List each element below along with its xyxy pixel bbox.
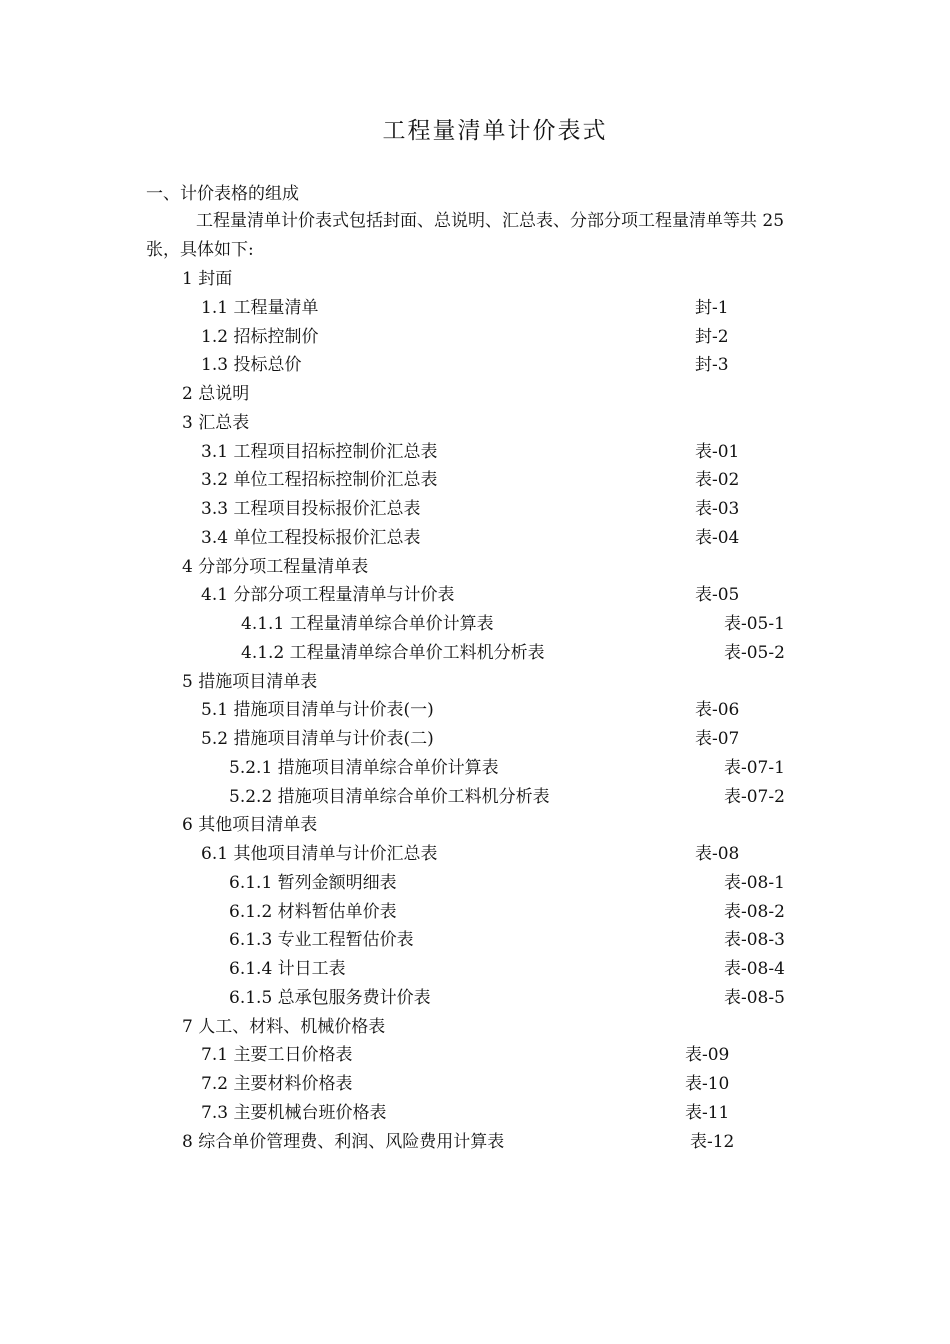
list-item-code: 表-08 [695,844,740,864]
list-item-label: 3.2 单位工程招标控制价汇总表 [201,470,438,490]
list-item-label: 6.1.2 材料暂估单价表 [229,902,397,922]
list-item-code: 表-02 [695,470,740,490]
list-item-label: 5 措施项目清单表 [182,672,318,692]
list-item-label: 8 综合单价管理费、利润、风险费用计算表 [182,1132,505,1152]
list-item-code: 表-07-2 [724,787,785,807]
list-item-code: 表-07-1 [724,758,785,778]
list-item-code: 表-12 [690,1132,735,1152]
list-item-code: 表-05 [695,585,740,605]
list-item-label: 5.2 措施项目清单与计价表(二) [201,729,434,749]
list-item-code: 表-01 [695,442,740,462]
list-item-label: 7 人工、材料、机械价格表 [182,1017,386,1037]
list-item-code: 表-09 [685,1045,730,1065]
list-item-code: 表-08-2 [724,902,785,922]
list-item-label: 5.1 措施项目清单与计价表(一) [201,700,434,720]
list-item-label: 1.3 投标总价 [201,355,302,375]
list-item-label: 1.1 工程量清单 [201,298,319,318]
list-item-code: 表-05-2 [724,643,785,663]
list-item-code: 封-2 [695,327,729,347]
list-item-code: 表-11 [685,1103,730,1123]
list-item-code: 表-08-3 [724,930,785,950]
list-item-code: 封-1 [695,298,729,318]
intro-paragraph [146,207,856,265]
page-title: 工程量清单计价表式 [382,118,608,144]
intro-line-1: 工程量清单计价表式包括封面、总说明、汇总表、分部分项工程量清单等共 25 [196,211,785,231]
list-item-label: 2 总说明 [182,384,250,404]
list-item-code: 表-08-5 [724,988,785,1008]
list-item-code: 表-05-1 [724,614,785,634]
list-item-label: 3.4 单位工程投标报价汇总表 [201,528,421,548]
list-item-label: 6.1.1 暂列金额明细表 [229,873,397,893]
list-item-label: 6.1.3 专业工程暂估价表 [229,930,414,950]
list-item-code: 表-08-1 [724,873,785,893]
intro-line-2: 张，具体如下: [146,240,254,260]
list-item-label: 6.1.4 计日工表 [229,959,346,979]
list-item-label: 5.2.2 措施项目清单综合单价工料机分析表 [229,787,550,807]
list-item-label: 7.2 主要材料价格表 [201,1074,353,1094]
list-item-code: 表-06 [695,700,740,720]
list-item-label: 1.2 招标控制价 [201,327,319,347]
section-heading: 一、计价表格的组成 [146,184,299,204]
list-item-label: 5.2.1 措施项目清单综合单价计算表 [229,758,499,778]
list-item-code: 表-07 [695,729,740,749]
list-item-code: 表-08-4 [724,959,785,979]
list-item-label: 6.1 其他项目清单与计价汇总表 [201,844,438,864]
list-item-label: 3 汇总表 [182,413,250,433]
list-item-label: 3.3 工程项目投标报价汇总表 [201,499,421,519]
list-item-code: 表-10 [685,1074,730,1094]
list-item-label: 7.3 主要机械台班价格表 [201,1103,387,1123]
list-item-code: 封-3 [695,355,729,375]
list-item-code: 表-03 [695,499,740,519]
list-item-label: 1 封面 [182,269,233,289]
list-item-label: 4.1 分部分项工程量清单与计价表 [201,585,455,605]
list-item-label: 4.1.2 工程量清单综合单价工料机分析表 [241,643,545,663]
list-item-code: 表-04 [695,528,740,548]
list-item-label: 6.1.5 总承包服务费计价表 [229,988,431,1008]
list-item-label: 7.1 主要工日价格表 [201,1045,353,1065]
list-item-label: 4 分部分项工程量清单表 [182,557,369,577]
list-item-label: 6 其他项目清单表 [182,815,318,835]
list-item-label: 3.1 工程项目招标控制价汇总表 [201,442,438,462]
list-item-label: 4.1.1 工程量清单综合单价计算表 [241,614,494,634]
